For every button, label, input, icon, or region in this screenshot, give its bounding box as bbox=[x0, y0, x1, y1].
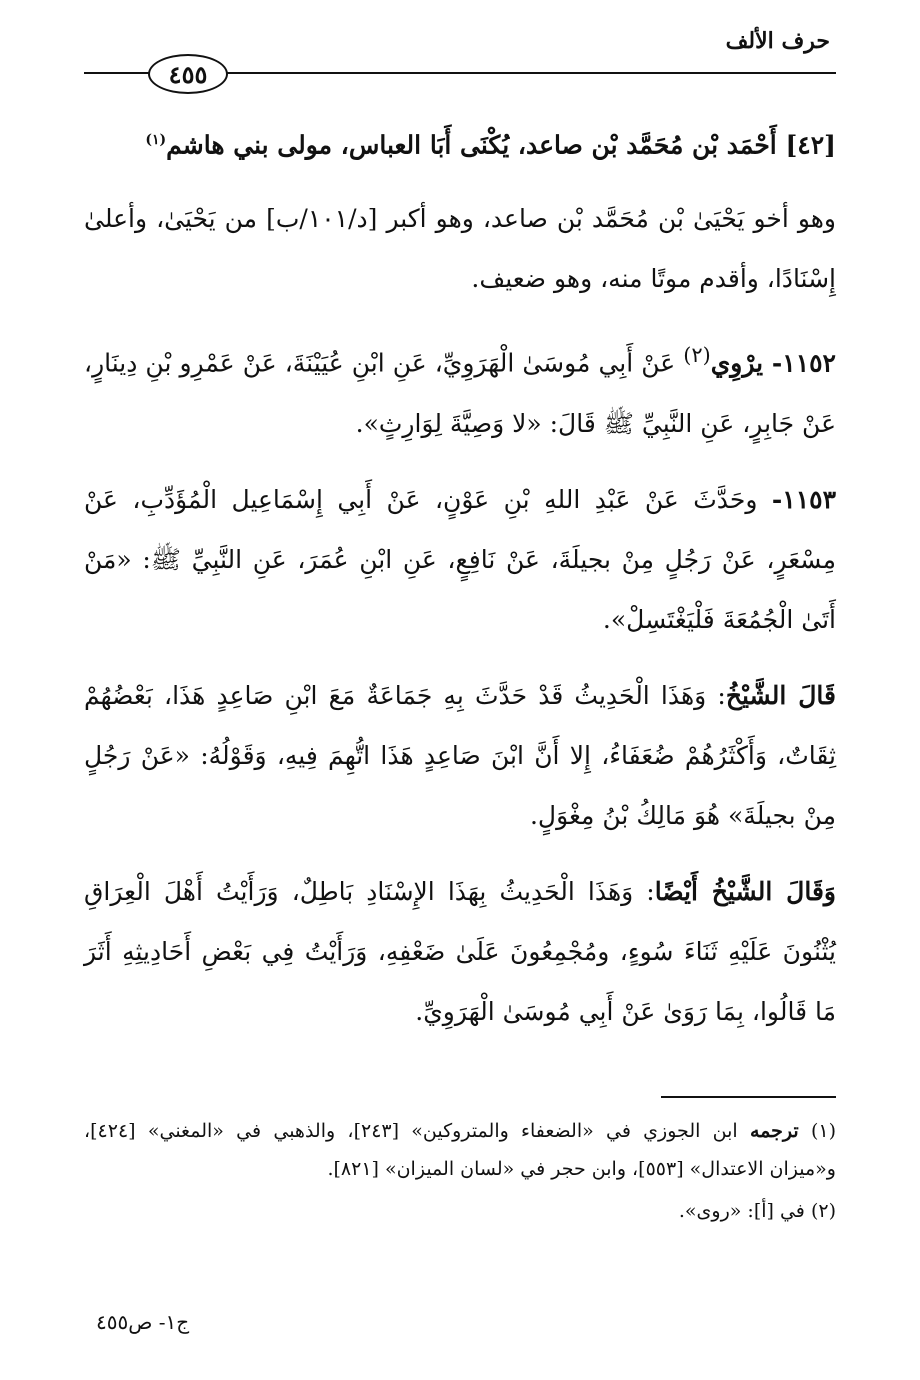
footnote-text: ابن الجوزي في «الضعفاء والمتروكين» [٢٤٣]، والذهبي في «المغني» [٤٢٤]، و«ميزان الاعتدال» [٥٥٣]، وابن حجر في «لسان الميزان» [٨٢١]. bbox=[84, 1120, 836, 1180]
commentary-lead: وَقَالَ الشَّيْخُ أَيْضًا bbox=[654, 876, 836, 906]
footnote-ref: (١) bbox=[145, 132, 167, 148]
paragraph bbox=[84, 189, 836, 309]
hadith-1152 bbox=[84, 325, 836, 453]
paragraph-text: : وَهَذَا الْحَدِيثُ قَدْ حَدَّثَ بِهِ جَمَاعَةٌ مَعَ ابْنِ صَاعِدٍ هَذَا، بَعْضُهُمْ ثِقَاتٌ، وَأَكْثَرُهُمْ ضُعَفَاءُ، إِلا أَنَّ ابْنَ صَاعِدٍ هَذَا اتُّهِمَ فِيهِ، وَقَوْلُهُ: «عَنْ رَجُلٍ مِنْ بجيلَةَ» هُوَ مَالِكُ بْنُ مِغْوَلٍ. bbox=[84, 680, 836, 830]
footnote bbox=[84, 1112, 836, 1188]
folio: ج١- ص٤٥٥ bbox=[96, 1310, 190, 1334]
page-number-badge: ٤٥٥ bbox=[148, 54, 228, 94]
entry-number: [٤٢] bbox=[785, 130, 836, 160]
footnote-marker: (١) bbox=[810, 1120, 836, 1142]
hadith-number: ١١٥٢- يرْوِي bbox=[710, 348, 836, 378]
commentary bbox=[84, 862, 836, 1042]
commentary bbox=[84, 666, 836, 846]
paragraph-text: عَنْ أَبِي مُوسَىٰ الْهَرَوِيِّ، عَنِ ابْنِ عُيَيْنَةَ، عَنْ عَمْرِو بْنِ دِينَارٍ، عَنْ جَابِرٍ، عَنِ النَّبِيِّ ﷺ قَالَ: «لا وَصِيَّةَ لِوَارِثٍ». bbox=[84, 348, 836, 438]
hadith-1153 bbox=[84, 470, 836, 650]
footnotes bbox=[84, 1112, 836, 1234]
paragraph-text: وحَدَّثَ عَنْ عَبْدِ اللهِ بْنِ عَوْنٍ، عَنْ أَبِي إِسْمَاعِيل الْمُؤَدِّبِ، عَنْ مِسْعَرٍ، عَنْ رَجُلٍ مِنْ بجيلَةَ، عَنْ نَافِعٍ، عَنِ ابْنِ عُمَرَ، عَنِ النَّبِيِّ ﷺ: «مَنْ أَتَىٰ الْجُمُعَةَ فَلْيَغْتَسِلْ». bbox=[84, 484, 836, 634]
footnote-marker: (٢) bbox=[810, 1200, 836, 1222]
paragraph-text: وهو أخو يَحْيَىٰ بْن مُحَمَّد بْن صاعد، وهو أكبر [د/١٠١/ب] من يَحْيَىٰ، وأعلىٰ إِسْنَادًا، وأقدم موتًا منه، وهو ضعيف. bbox=[84, 204, 836, 294]
entry-title: أَحْمَد بْن مُحَمَّد بْن صاعد، يُكْنَى أَبَا العباس، مولى بني هاشم bbox=[166, 130, 777, 160]
footnote-text: في [أ]: «روى». bbox=[678, 1200, 811, 1222]
running-header-title: حرف الألف bbox=[725, 28, 830, 54]
footnote-separator bbox=[661, 1096, 836, 1098]
main-text bbox=[84, 110, 836, 1058]
hadith-number: ١١٥٣- bbox=[771, 484, 836, 514]
paragraph-text: : وَهَذَا الْحَدِيثُ بِهَذَا الإِسْنَادِ بَاطِلٌ، وَرَأَيْتُ أَهْلَ الْعِرَاقِ يُثْنُونَ عَلَيْهِ ثَنَاءَ سُوءٍ، ومُجْمِعُونَ عَلَىٰ ضَعْفِهِ، وَرَأَيْتُ فِي بَعْضِ أَحَادِيثِهِ أَثَرَ مَا قَالُوا، بِمَا رَوَىٰ عَنْ أَبِي مُوسَىٰ الْهَرَوِيِّ. bbox=[84, 876, 836, 1026]
footnote-bold: ترجمه bbox=[749, 1120, 799, 1142]
footnote bbox=[84, 1192, 836, 1230]
commentary-lead: قَالَ الشَّيْخُ bbox=[725, 680, 836, 710]
entry-heading bbox=[84, 110, 836, 175]
footnote-ref: (٢) bbox=[683, 343, 711, 368]
